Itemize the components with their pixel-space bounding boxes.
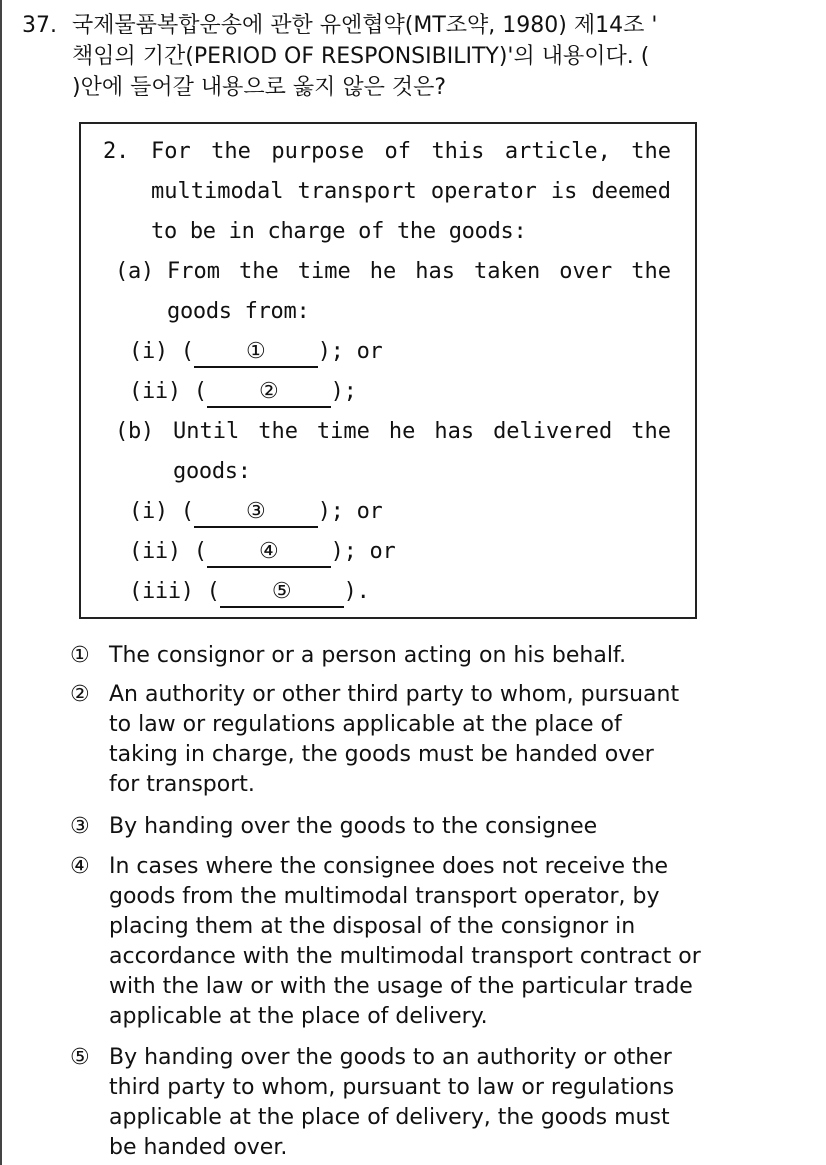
item-label: (ii) (	[129, 379, 207, 404]
item-label: (i) (	[129, 499, 194, 524]
clause-a-label: (a)	[115, 259, 154, 284]
option-line: goods from the multimodal transport operator, by	[109, 884, 660, 909]
item-tail: ); or	[317, 499, 383, 524]
item-label: (iii) (	[129, 579, 220, 604]
paragraph-number: 2.	[103, 139, 129, 164]
option-line: By handing over the goods to an authority or other	[109, 1045, 672, 1070]
clause-b-line: Until the time he has delivered the	[173, 419, 671, 444]
option-line: taking in charge, the goods must be handed over	[109, 742, 654, 767]
question-line: )안에 들어갈 내용으로 옳지 않은 것은?	[72, 75, 447, 100]
clause-b-label: (b)	[115, 419, 154, 444]
answer-blank: ②	[207, 378, 331, 408]
clause-a-line: From the time he has taken over the	[167, 259, 671, 284]
item-tail: );	[330, 379, 357, 404]
answer-blank: ③	[194, 498, 318, 528]
blank-item-b-iii	[129, 578, 370, 608]
blank-item-b-i	[129, 498, 382, 528]
clause-b-line: goods:	[173, 459, 251, 484]
question-number: 37.	[22, 13, 57, 38]
option-line: with the law or with the usage of the particular trade	[109, 974, 693, 999]
item-label: (ii) (	[129, 539, 207, 564]
option-marker: ③	[70, 814, 90, 839]
option-marker: ⑤	[70, 1045, 90, 1070]
article-box	[79, 122, 697, 619]
option-line: placing them at the disposal of the consignor in	[109, 914, 636, 939]
item-tail: ); or	[317, 339, 383, 364]
option-4[interactable]	[70, 852, 810, 1032]
answer-blank: ⑤	[220, 578, 344, 608]
option-line: The consignor or a person acting on his behalf.	[109, 643, 627, 668]
paragraph-line: For the purpose of this article, the	[151, 139, 671, 164]
option-line: By handing over the goods to the consignee	[109, 814, 598, 839]
option-line: applicable at the place of delivery.	[109, 1004, 488, 1029]
option-line: to law or regulations applicable at the place of	[109, 712, 622, 737]
option-line: accordance with the multimodal transport contract or	[109, 944, 701, 969]
option-line: for transport.	[109, 772, 255, 797]
option-line: applicable at the place of delivery, the goods must	[109, 1105, 670, 1130]
question-line: 국제물품복합운송에 관한 유엔협약(MT조약, 1980) 제14조 '	[72, 13, 658, 38]
paragraph-line: to be in charge of the goods:	[151, 219, 527, 244]
answer-blank: ①	[194, 338, 318, 368]
option-5[interactable]	[70, 1043, 810, 1163]
item-tail: ).	[343, 579, 370, 604]
page-left-rule	[0, 0, 2, 1165]
blank-item-a-i	[129, 338, 382, 368]
option-2[interactable]	[70, 680, 810, 800]
option-line: An authority or other third party to whom, pursuant	[109, 682, 680, 707]
clause-a-line: goods from:	[167, 299, 310, 324]
option-marker: ②	[70, 682, 90, 707]
blank-item-a-ii	[129, 378, 357, 408]
option-line: In cases where the consignee does not receive the	[109, 854, 669, 879]
blank-item-b-ii	[129, 538, 395, 568]
paragraph-line: multimodal transport operator is deemed	[151, 179, 671, 204]
option-marker: ①	[70, 643, 90, 668]
option-line: be handed over.	[109, 1135, 288, 1160]
question-line: 책임의 기간(PERIOD OF RESPONSIBILITY)'의 내용이다. (	[72, 44, 650, 69]
answer-blank: ④	[207, 538, 331, 568]
item-tail: ); or	[330, 539, 396, 564]
option-marker: ④	[70, 854, 90, 879]
option-line: third party to whom, pursuant to law or regulations	[109, 1075, 675, 1100]
item-label: (i) (	[129, 339, 194, 364]
